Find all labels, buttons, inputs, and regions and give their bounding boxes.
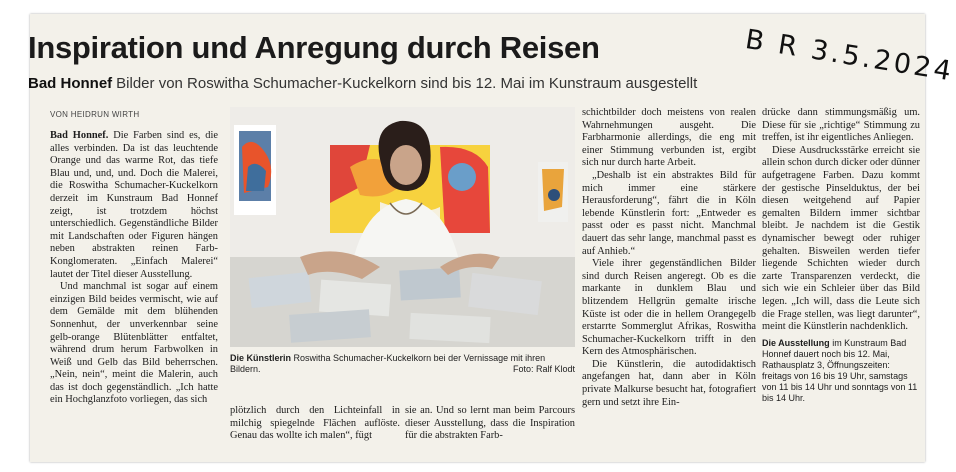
dateline: Bad Honnef. bbox=[50, 130, 109, 141]
caption-text: Roswitha Schumacher-Kuckelkorn bei der Vernissage mit ihren Bildern. bbox=[230, 353, 546, 374]
paragraph-under-photo-left: plötzlich durch den Lichteinfall in milchig spiegelnde Flächen auflöste. Genau das wollte ich malen“, fügt bbox=[230, 405, 400, 442]
paragraph: „Deshalb ist ein abstraktes Bild für mich immer eine stärkere Herausforderung“, fährt die in Köln lebende Künstlerin fort: „Entweder es passt oder es passt nicht. Manchmal dauert das sehr lange, manchmal passt es auf Anhieb.“ bbox=[582, 169, 756, 257]
byline: VON HEIDRUN WIRTH bbox=[50, 110, 140, 119]
photo-caption bbox=[230, 353, 575, 375]
handwritten-date-note: B R 3.5.2024 bbox=[743, 24, 956, 88]
article-column-3 bbox=[582, 107, 756, 409]
paragraph: Die Künstlerin, die autodidaktisch angefangen hat, dann aber in Köln private Malkurse besucht hat, fotografiert gern und setzt ihre Ein- bbox=[582, 358, 756, 408]
subline-place: Bad Honnef bbox=[28, 75, 113, 92]
paragraph: Viele ihrer gegenständlichen Bilder sind durch Reisen angeregt. Ob es die markante in dunklem Blau und blitzendem Hellgrün gemalte irische Küste ist oder die in hellem Orangegelb erstarrte Sommerglut Afrikas, Roswitha Schumacher-Kuckelkorn trifft in den Kern des Atmosphärischen. bbox=[582, 258, 756, 358]
paragraph: drücke dann stimmungsmäßig um. Diese für sie „richtige“ Stimmung zu treffen, ist ihr eigentliches Anliegen. bbox=[762, 107, 920, 144]
artist-photo bbox=[230, 107, 575, 347]
caption-lead: Die Künstlerin bbox=[230, 353, 292, 363]
paragraph: Bad Honnef. Die Farben sind es, die alles verbinden. Da ist das leuchtende Orange und das warme Rot, das tiefe Blau und, und, und. Doch die Malerei, die Roswitha Schumacher-Kuckelkorn derzeit im Kunstraum Bad Honnef zeigt, ist trotzdem höchst unterschiedlich. Gegenständliche Bilder mit Landschaften oder Figuren hängen neben abstrakten reinen Farb-Konglomeraten. „Einfach Malerei“ lautet der Titel dieser Ausstellung. bbox=[50, 130, 218, 280]
exhibition-info bbox=[762, 338, 920, 404]
paragraph: Und manchmal ist sogar auf einem einzigen Bild beides vermischt, wie auf dem Gemälde mit dem blühenden Sonnenhut, der unverkennbar seine gelb-orange Blütenblätter entfaltet, während drum herum Farbwolken in Weiß und Gelb das Bild beherrschen. „Nein, nein“, meint die Malerin, auch das ist doch gegenständlich. „Ich hatte ein Hochglanzfoto vorliegen, das sich bbox=[50, 281, 218, 406]
paragraph: Diese Ausdrucksstärke erreicht sie allein schon durch dicker oder dünner aufgetragene Farben. Dazu kommt der gestische Pinselduktus, der bei diesen weitgehend auf Papier gemalten Bildern immer sichtbar bleibt. Je nachdem ist die Gestik dynamischer bewegt oder ruhiger gehalten. Bisweilen werden tiefer liegende Schichten wieder durch zarte Transparenzen verdeckt, die sich wie ein Schleier über das Bild legen. „Ich will, dass die Leute sich die Frage stellen, was liegt darunter“, meint die Künstlerin nachdenklich. bbox=[762, 144, 920, 333]
article-column-4 bbox=[762, 107, 920, 404]
paragraph-under-photo-right: sie an. Und so lernt man beim Parcours dieser Ausstellung, dass die Inspiration für die abstrakten Farb- bbox=[405, 405, 575, 442]
subline-text: Bilder von Roswitha Schumacher-Kuckelkorn sind bis 12. Mai im Kunstraum ausgestellt bbox=[116, 75, 698, 92]
paragraph: schichtbilder doch meistens von realen Wahrnehmungen ausgeht. Die Farbharmonie allerdings, die eng mit einer Stimmung verbunden ist, ergibt sich nur durch harte Arbeit. bbox=[582, 107, 756, 169]
headline: Inspiration und Anregung durch Reisen bbox=[28, 30, 600, 65]
article-column-1 bbox=[50, 130, 218, 407]
subheadline bbox=[28, 75, 697, 92]
photo-credit: Foto: Ralf Klodt bbox=[512, 364, 575, 374]
info-lead: Die Ausstellung bbox=[762, 337, 830, 348]
photo-illustration bbox=[230, 107, 575, 347]
info-text: im Kunstraum Bad Honnef dauert noch bis 12. Mai, Rathausplatz 3, Öffnungszeiten: freitags von 16 bis 19 Uhr, samstags von 11 bis 14 Uhr und sonntags von 11 bis 14 Uhr. bbox=[762, 337, 918, 403]
